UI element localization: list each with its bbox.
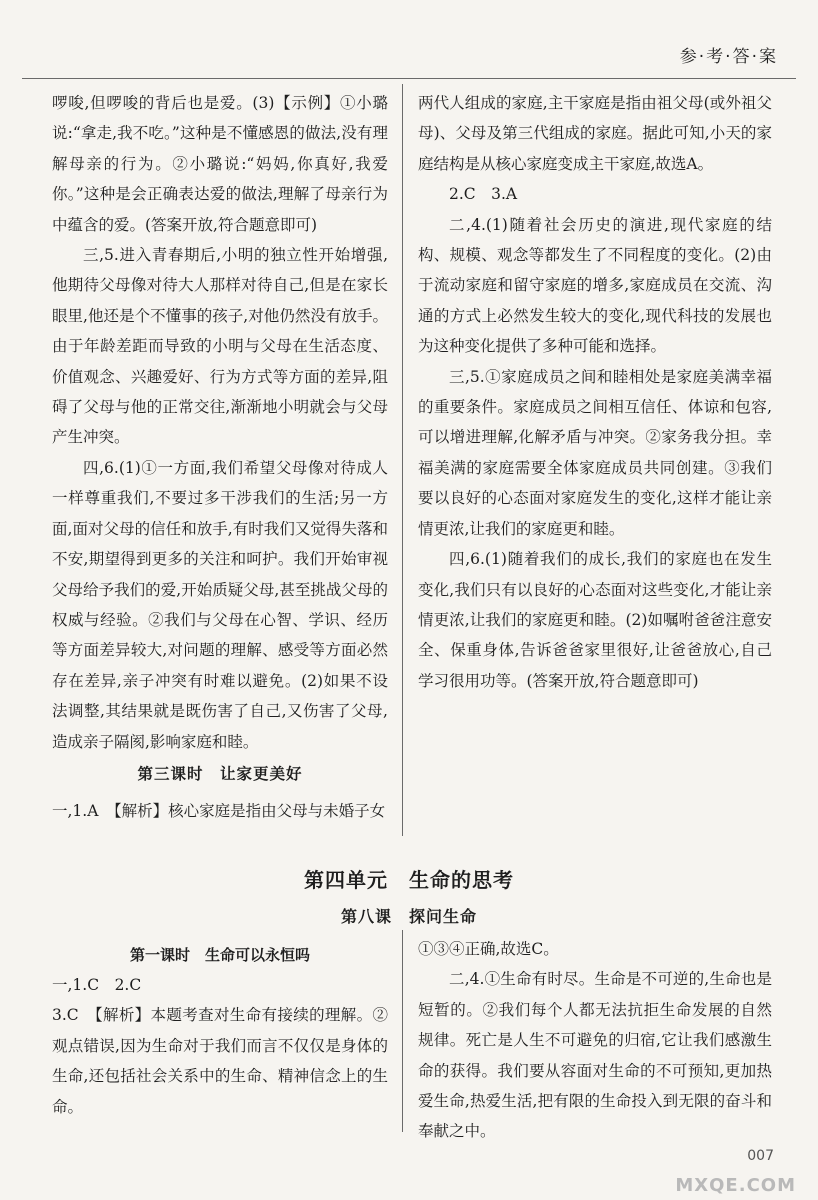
watermark-text: MXQE.COM [675, 1175, 796, 1196]
lesson-title: 第三课时 让家更美好 [137, 765, 303, 783]
right-column-top [418, 88, 772, 696]
watermark-logo [636, 1146, 796, 1196]
page-number: 007 [747, 1148, 774, 1164]
answer-paragraph: 两代人组成的家庭,主干家庭是指由祖父母(或外祖父母)、父母及第三代组成的家庭。据此可知,小天的家庭结构是从核心家庭变成主干家庭,故选A。 [418, 94, 772, 173]
answer-paragraph: 四,6.(1)随着我们的成长,我们的家庭也在发生变化,我们只有以良好的心态面对这些变化,才能让亲情更浓,让我们的家庭更和睦。(2)如嘱咐爸爸注意安全、保重身体,告诉爸爸家里很好,让爸爸放心,自己学习很用功等。(答案开放,符合题意即可) [418, 550, 772, 690]
right-column-bottom [418, 934, 772, 1147]
answer-paragraph: 3.C 【解析】本题考查对生命有接续的理解。②观点错误,因为生命对于我们而言不仅仅是身体的生命,还包括社会关系中的生命、精神信念上的生命。 [52, 1006, 388, 1116]
answer-paragraph: 三,5.进入青春期后,小明的独立性开始增强,他期待父母像对待大人那样对待自己,但是在家长眼里,他还是个不懂事的孩子,对他仍然没有放手。由于年龄差距而导致的小明与父母在生活态度、价值观念、兴趣爱好、行为方式等方面的差异,阻碍了父母与他的正常交往,渐渐地小明就会与父母产生冲突。 [52, 246, 388, 447]
answer-paragraph: 一,1.C 2.C [52, 976, 142, 994]
answer-paragraph: 二,4.(1)随着社会历史的演进,现代家庭的结构、规模、观念等都发生了不同程度的变化。(2)由于流动家庭和留守家庭的增多,家庭成员在交流、沟通的方式上必然发生较大的变化,现代科技的发展也为这种变化提供了多种可能和选择。 [418, 215, 772, 356]
answer-paragraph: 四,6.(1)①一方面,我们希望父母像对待成人一样尊重我们,不要过多干涉我们的生活;另一方面,面对父母的信任和放手,有时我们又觉得失落和不安,期望得到更多的关注和呵护。我们开始审视父母给予我们的爱,开始质疑父母,甚至挑战父母的权威与经验。②我们与父母在心智、学识、经历等方面差异较大,对问题的理解、感受等方面必然存在差异,亲子冲突有时难以避免。(2)如果不设法调整,其结果就是既伤害了自己,又伤害了父母,造成亲子隔阂,影响家庭和睦。 [52, 458, 388, 751]
column-divider-top [402, 84, 403, 836]
answer-paragraph: 二,4.①生命有时尽。生命是不可逆的,生命也是短暂的。②我们每个人都无法抗拒生命发展的自然规律。死亡是人生不可避免的归宿,它让我们感激生命的获得。我们要从容面对生命的不可预知,更加热爱生命,热爱生活,把有限的生命投入到无限的奋斗和奉献之中。 [418, 970, 772, 1141]
answer-paragraph: ①③④正确,故选C。 [418, 940, 559, 958]
left-column-bottom [52, 970, 388, 1122]
lesson-title: 第一课时 生命可以永恒吗 [129, 946, 310, 964]
answer-paragraph: 啰唆,但啰唆的背后也是爱。(3)【示例】①小璐说:“拿走,我不吃。”这种是不懂感恩的做法,没有理解母亲的行为。②小璐说:“妈妈,你真好,我爱你。”这种是会正确表达爱的做法,理解了母亲行为中蕴含的爱。(答案开放,符合题意即可) [52, 94, 388, 234]
answer-line: 一,1.A 【解析】核心家庭是指由父母与未婚子女 [52, 802, 386, 820]
answer-paragraph: 三,5.①家庭成员之间和睦相处是家庭美满幸福的重要条件。家庭成员之间相互信任、体谅和包容,可以增进理解,化解矛盾与冲突。②家务我分担。幸福美满的家庭需要全体家庭成员共同创建。③我们要以良好的心态面对家庭发生的变化,这样才能让亲情更浓,让我们的家庭更和睦。 [418, 367, 772, 538]
answer-paragraph: 2.C 3.A [449, 185, 518, 204]
unit-title: 第四单元 生命的思考 [304, 868, 514, 892]
chapter-title: 第八课 探问生命 [340, 907, 477, 926]
left-column-top [52, 88, 388, 757]
page-header: 参·考·答·案 [679, 47, 778, 67]
header-divider [22, 78, 796, 79]
column-divider-bottom [402, 930, 403, 1132]
